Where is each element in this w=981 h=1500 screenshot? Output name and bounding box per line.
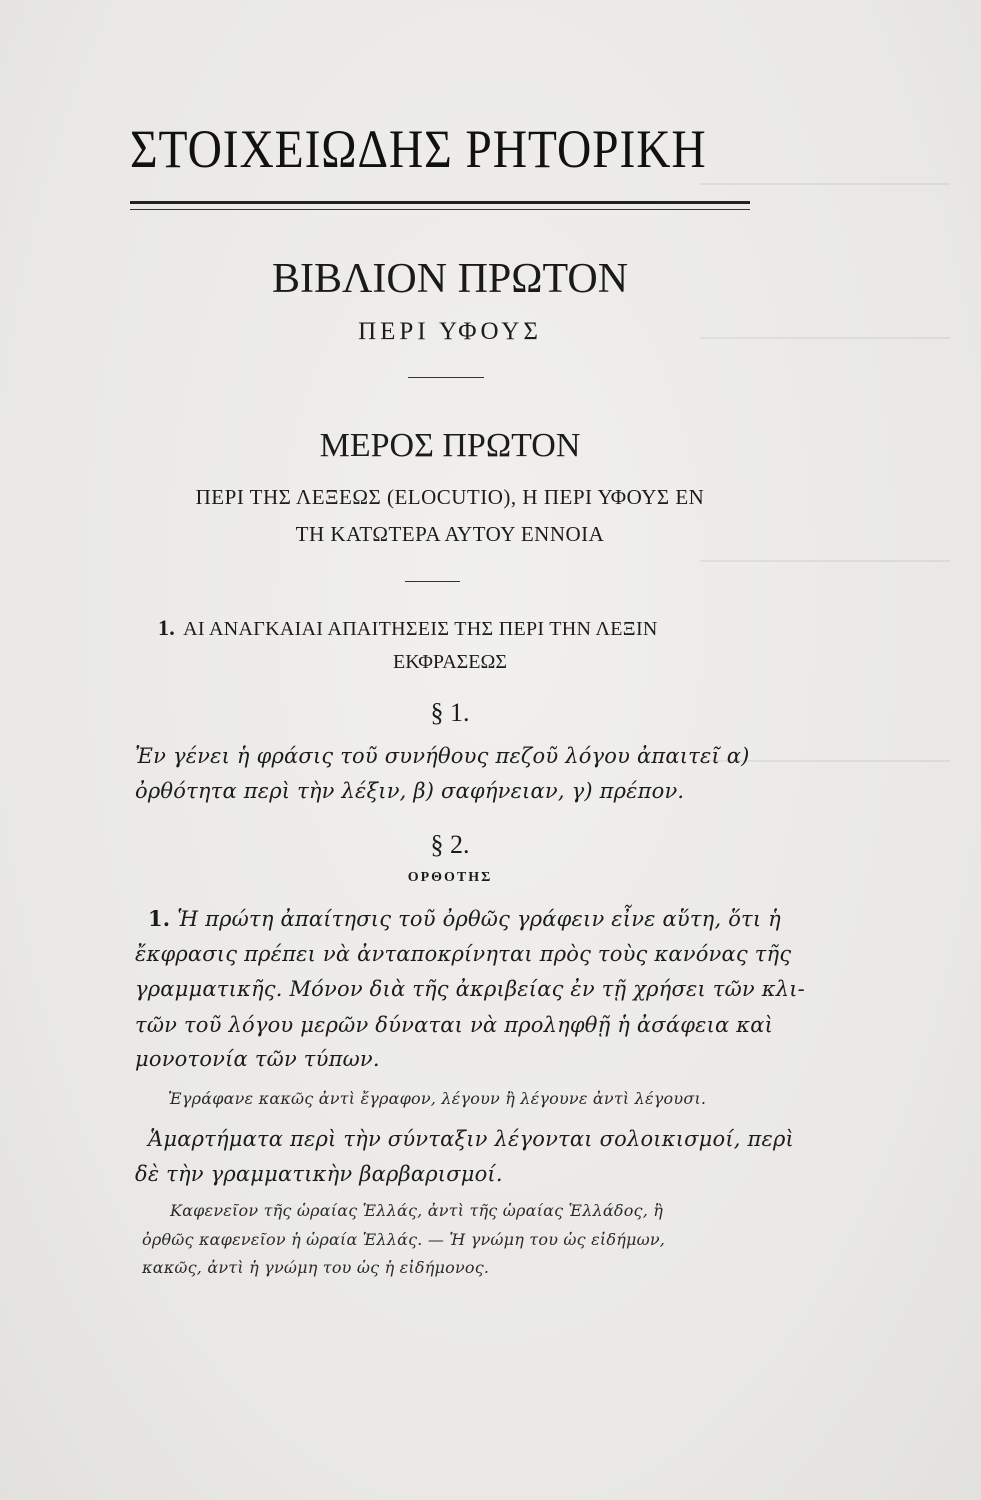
main-title: ΣΤΟΙΧΕΙΩΔΗΣ ΡΗΤΟΡΙΚΗ <box>130 119 707 179</box>
part-description-line-2: ΤΗ ΚΑΤΩΤΕΡΑ ΑΥΤΟΥ ΕΝΝΟΙΑ <box>295 522 605 546</box>
book-subtitle: ΠΕΡΙ ΥΦΟΥΣ <box>358 318 542 345</box>
paragraph-line-5: μονοτονία τῶν τύπων. <box>135 1047 380 1071</box>
example2-line-2: ὀρθῶς καφενεῖον ἡ ὡραία Ἑλλάς. — Ἡ γνώμη του ὡς εἰδήμων, <box>142 1230 666 1249</box>
part-title: ΜΕΡΟΣ ΠΡΩΤΟΝ <box>319 427 581 464</box>
paragraph-line-4: τῶν τοῦ λόγου μερῶν δύναται νὰ προληφθῇ ἡ ἀσάφεια καὶ <box>135 1013 774 1037</box>
paragraph-line-1 <box>148 906 781 931</box>
example2-line-1: Καφενεῖον τῆς ὡραίας Ἑλλάς, ἀντὶ τῆς ὡραίας Ἑλλάδος, ἢ <box>170 1201 664 1220</box>
chapter-title-line-2: ΕΚΦΡΑΣΕΩΣ <box>392 651 507 673</box>
section1-line-1: Ἐν γένει ἡ φράσις τοῦ συνήθους πεζοῦ λόγου ἀπαιτεῖ α) <box>135 744 750 768</box>
chapter-heading <box>158 615 658 641</box>
title-rule-thin <box>130 209 750 210</box>
part-description-line-1: ΠΕΡΙ ΤΗΣ ΛΕΞΕΩΣ (ELOCUTIO), Η ΠΕΡΙ ΥΦΟΥΣ ΕΝ <box>195 485 705 509</box>
bleed-through-mark <box>700 560 950 562</box>
example-line: Ἐγράφανε κακῶς ἀντὶ ἔγραφον, λέγουν ἢ λέγουνε ἀντὶ λέγουσι. <box>168 1089 707 1108</box>
section-mark-1: § 1. <box>430 698 470 727</box>
chapter-number: 1. <box>158 615 176 640</box>
section-heading: ΟΡΘΟΤΗΣ <box>407 870 493 885</box>
paragraph-line-3: γραμματικῆς. Μόνον διὰ τῆς ἀκριβείας ἐν τῇ χρήσει τῶν κλι- <box>135 977 805 1001</box>
paragraph-line-2: ἔκφρασις πρέπει νὰ ἀνταποκρίνηται πρὸς τοὺς κανόνας τῆς <box>135 942 792 966</box>
example2-line-3: κακῶς, ἀντὶ ἡ γνώμη του ὡς ἡ εἰδήμονος. <box>142 1258 490 1277</box>
bleed-through-mark <box>700 183 950 185</box>
paragraph2-line-1: Ἁμαρτήματα περὶ τὴν σύνταξιν λέγονται σολοικισμοί, περὶ <box>148 1127 794 1151</box>
paragraph-number: 1. <box>148 906 171 931</box>
divider-rule <box>408 377 484 378</box>
section-mark-2: § 2. <box>430 830 470 859</box>
chapter-title-line-1: ΑΙ ΑΝΑΓΚΑΙΑΙ ΑΠΑΙΤΗΣΕΙΣ ΤΗΣ ΠΕΡΙ ΤΗΝ ΛΕΞΙΝ <box>183 618 658 640</box>
divider-rule <box>405 581 460 582</box>
paragraph2-line-2: δὲ τὴν γραμματικὴν βαρβαρισμοί. <box>135 1162 503 1186</box>
title-rule-thick <box>130 201 750 204</box>
section1-line-2: ὀρθότητα περὶ τὴν λέξιν, β) σαφήνειαν, γ) πρέπον. <box>135 779 685 803</box>
paragraph-line-1-text: Ἡ πρώτη ἀπαίτησις τοῦ ὀρθῶς γράφειν εἶνε αὕτη, ὅτι ἡ <box>177 907 781 931</box>
book-title: ΒΙΒΛΙΟΝ ΠΡΩΤΟΝ <box>271 256 629 302</box>
